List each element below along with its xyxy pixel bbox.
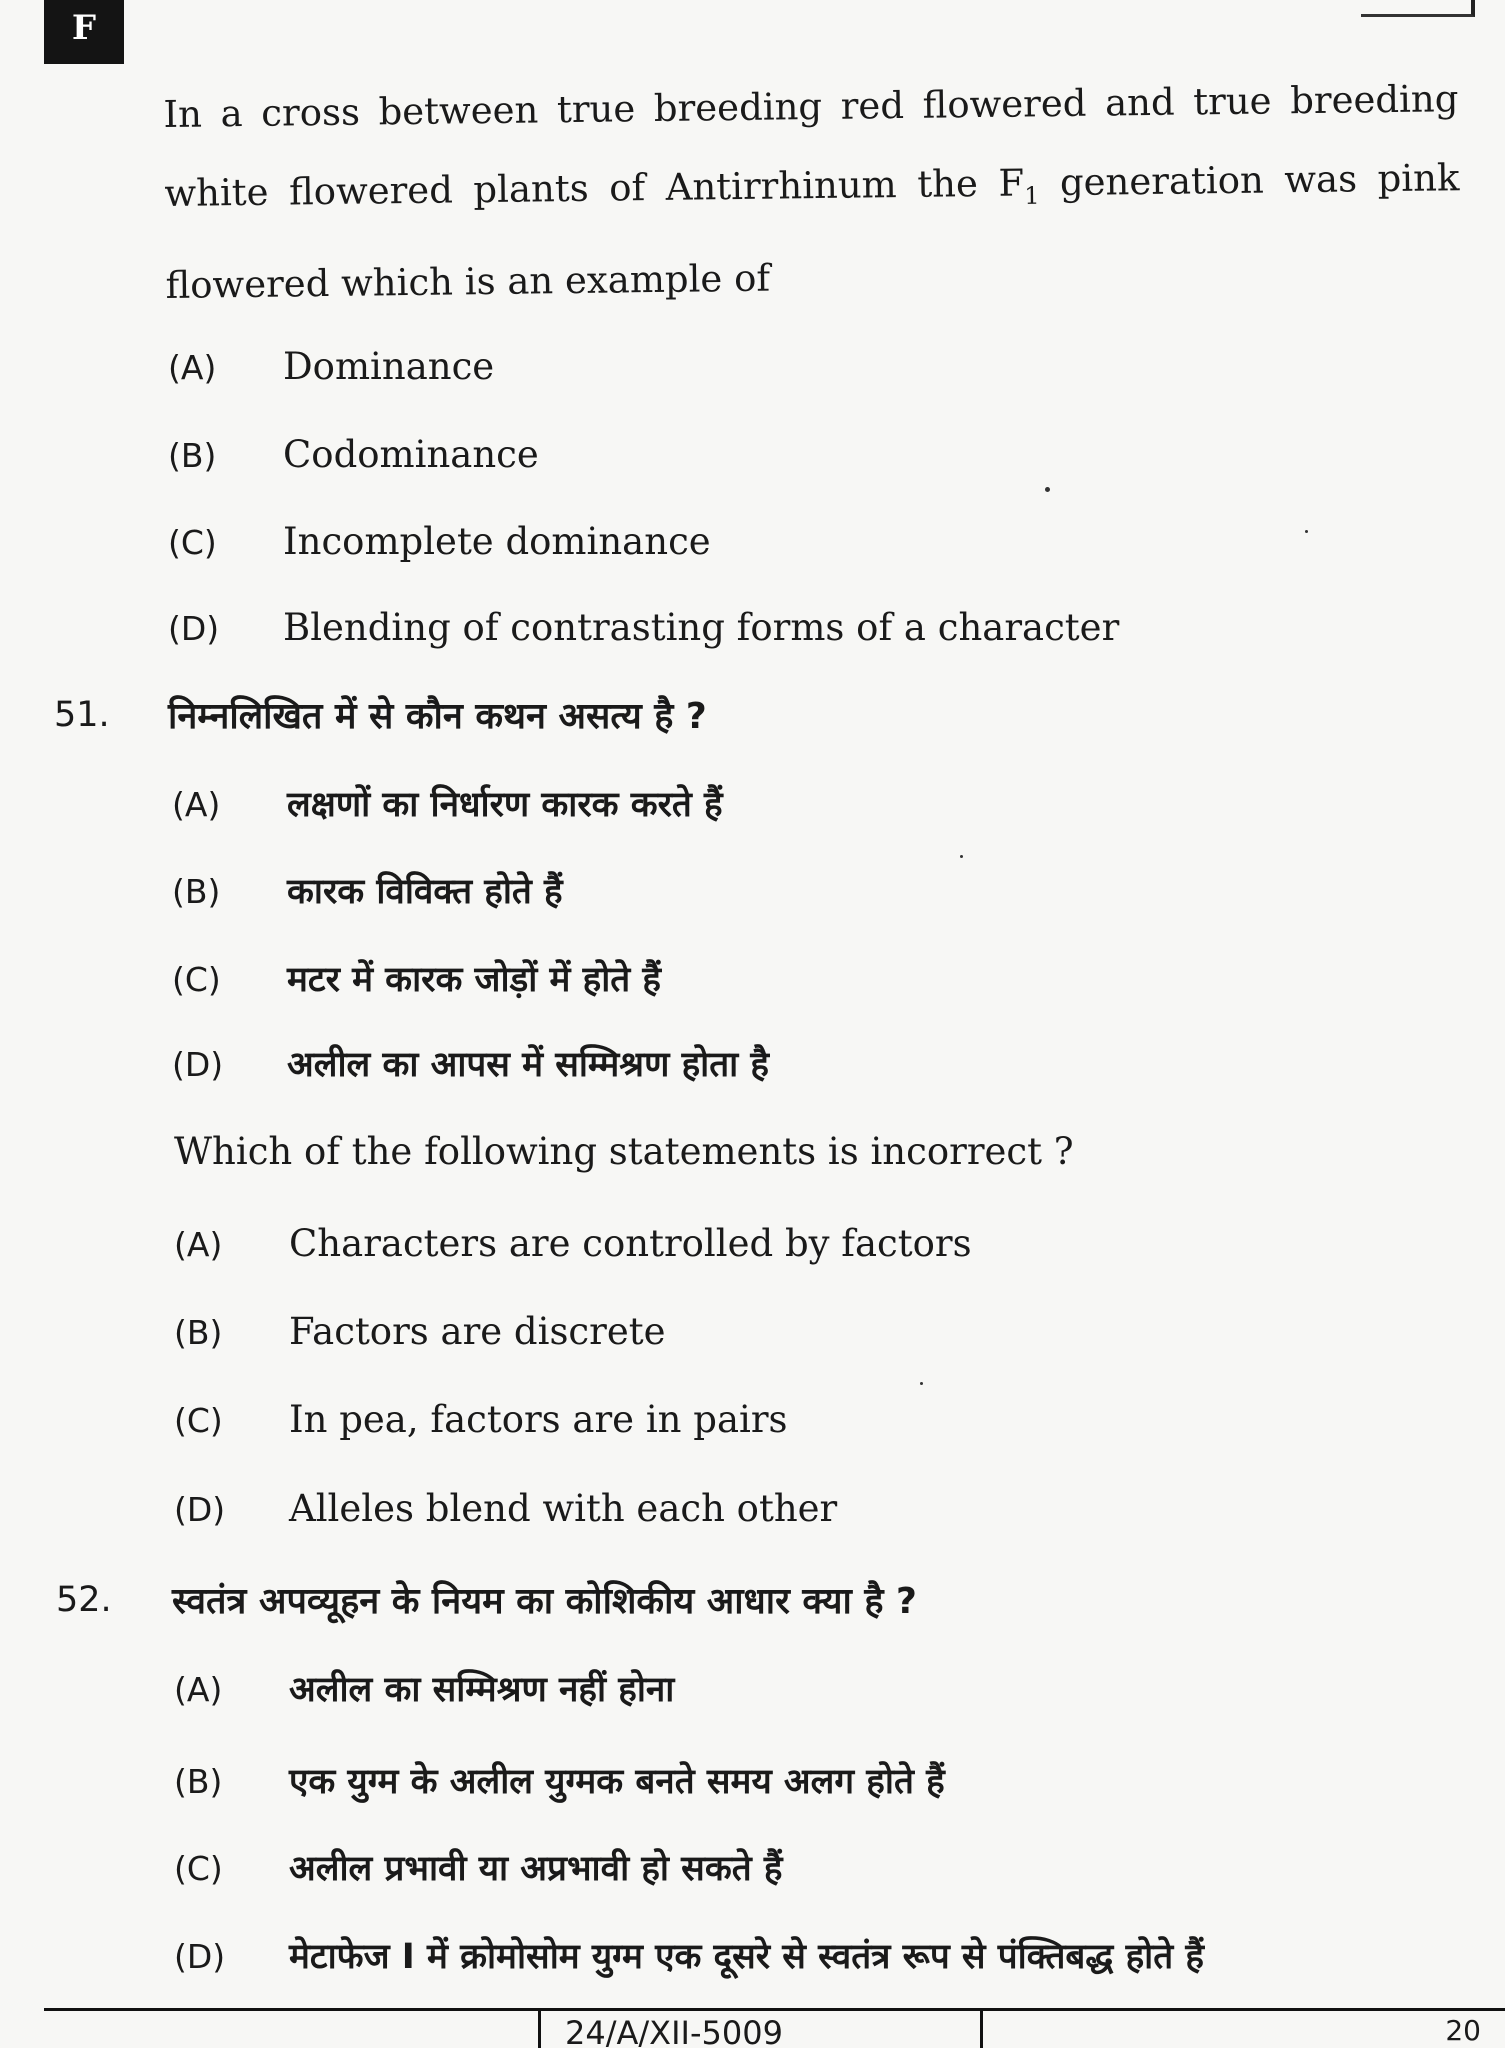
option-text: In pea, factors are in pairs	[289, 1398, 788, 1441]
option-letter: (D)	[174, 1937, 226, 1976]
option-text: कारक विविक्त होते हैं	[287, 872, 563, 912]
option-text: Codominance	[283, 433, 539, 476]
scan-speck	[960, 855, 963, 858]
intro-text-after: generation was pink flowered which is an example of	[165, 156, 1460, 308]
option-text: मटर में कारक जोड़ों में होते हैं	[287, 960, 662, 1000]
q51-hindi-option-c	[172, 955, 661, 1002]
q51-english-option-c	[174, 1398, 788, 1441]
question-number-51: 51.	[54, 695, 110, 735]
option-letter: (B)	[174, 1762, 223, 1801]
option-letter: (C)	[174, 1849, 223, 1888]
scan-speck	[1305, 530, 1308, 533]
option-text: एक युग्म के अलील युग्मक बनते समय अलग होते हैं	[289, 1762, 945, 1802]
option-letter: (A)	[174, 1670, 223, 1709]
option-letter: (B)	[174, 1313, 223, 1352]
question-51-hindi: निम्नलिखित में से कौन कथन असत्य है ?	[168, 696, 707, 737]
intro-option-a	[168, 345, 494, 388]
option-text: Alleles blend with each other	[289, 1487, 838, 1530]
q52-hindi-option-b	[174, 1757, 945, 1804]
question-51-english: Which of the following statements is incorrect ?	[174, 1130, 1074, 1173]
option-letter: (C)	[168, 523, 217, 562]
option-text: Dominance	[283, 345, 495, 388]
intro-text-before: In a cross between true breeding red flowered and true breeding white flowered plants of Antirrhinum the F	[163, 77, 1459, 215]
intro-subscript: 1	[1024, 181, 1040, 210]
option-letter: (A)	[168, 348, 217, 387]
option-letter: (C)	[174, 1401, 223, 1440]
question-52-hindi: स्वतंत्र अपव्यूहन के नियम का कोशिकीय आधार क्या है ?	[172, 1581, 917, 1622]
q51-hindi-option-b	[172, 867, 563, 914]
option-letter: (D)	[172, 1045, 224, 1084]
option-letter: (B)	[172, 872, 221, 911]
footer-paper-code: 24/A/XII-5009	[538, 2008, 983, 2048]
option-letter: (D)	[168, 609, 220, 648]
q51-hindi-option-d	[172, 1040, 769, 1087]
q52-hindi-option-d	[174, 1932, 1204, 1979]
option-text: अलील का आपस में सम्मिश्रण होता है	[287, 1045, 770, 1085]
scan-speck	[920, 1382, 923, 1385]
option-letter: (B)	[168, 436, 217, 475]
option-letter: (A)	[172, 785, 221, 824]
option-text: अलील प्रभावी या अप्रभावी हो सकते हैं	[289, 1849, 783, 1889]
option-text: लक्षणों का निर्धारण कारक करते हैं	[287, 785, 723, 825]
option-text: मेटाफेज I में क्रोमोसोम युग्म एक दूसरे से स्वतंत्र रूप से पंक्तिबद्ध होते हैं	[289, 1937, 1204, 1977]
corner-mark	[1361, 0, 1475, 17]
option-text: Characters are controlled by factors	[289, 1222, 972, 1265]
q51-english-option-a	[174, 1222, 972, 1265]
question-number-52: 52.	[56, 1580, 112, 1620]
intro-question-text	[163, 59, 1461, 325]
option-letter: (C)	[172, 960, 221, 999]
intro-option-c	[168, 520, 711, 563]
q51-hindi-option-a	[172, 780, 723, 827]
option-text: Blending of contrasting forms of a character	[283, 606, 1120, 649]
scan-speck	[1045, 487, 1050, 492]
set-label-badge: F	[44, 0, 124, 64]
option-text: Incomplete dominance	[283, 520, 711, 563]
q51-english-option-d	[174, 1487, 837, 1530]
option-text: Factors are discrete	[289, 1310, 666, 1353]
q52-hindi-option-a	[174, 1665, 674, 1712]
option-letter: (A)	[174, 1225, 223, 1264]
intro-option-d	[168, 606, 1119, 649]
option-letter: (D)	[174, 1490, 226, 1529]
q52-hindi-option-c	[174, 1844, 782, 1891]
page-number: 20	[1445, 2014, 1481, 2047]
option-text: अलील का सम्मिश्रण नहीं होना	[289, 1670, 675, 1710]
q51-english-option-b	[174, 1310, 666, 1353]
intro-option-b	[168, 433, 539, 476]
